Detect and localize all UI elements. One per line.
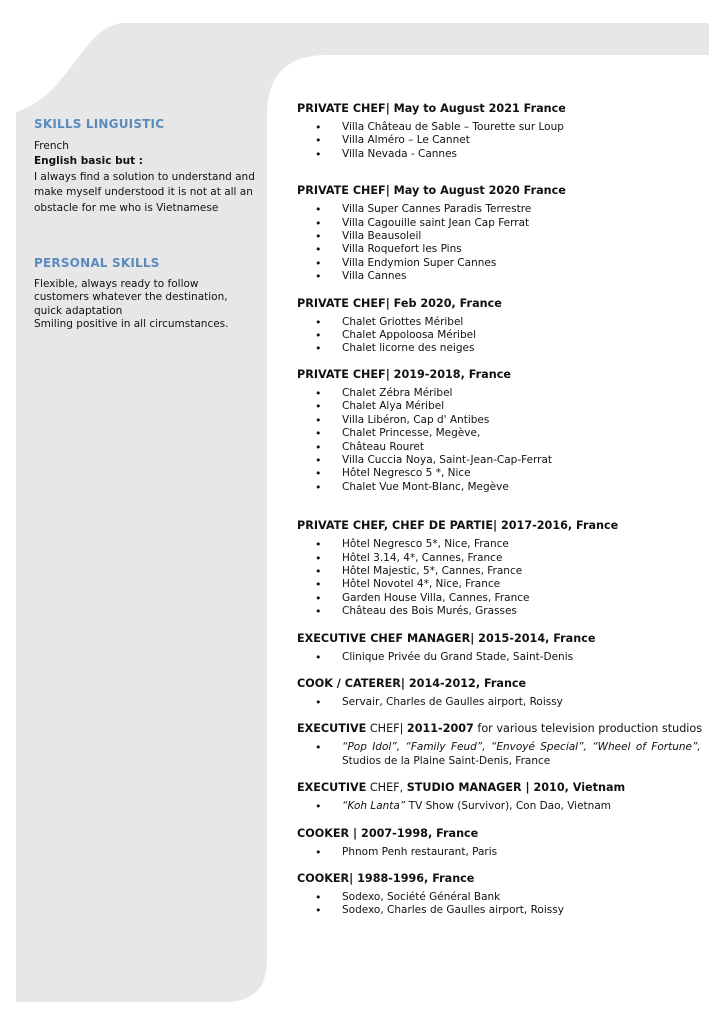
job-entry [297,631,709,664]
job-entry [297,721,709,768]
list-item: • Villa Château de Sable – Tourette sur Loup [297,121,709,134]
list-item: • Villa Beausoleil [297,230,709,243]
list-item: • Hôtel Novotel 4*, Nice, France [297,578,709,591]
job-entry [297,367,709,494]
job-title [297,721,709,737]
job-items [297,121,709,161]
list-item-text: TV Show (Survivor), Con Dao, Vietnam [405,800,611,813]
language-note: I always find a solution to understand and make myself understood it is not at all an obstacle for me who is Vietnamese [34,170,255,214]
job-title: PRIVATE CHEF| May to August 2021 France [297,102,566,115]
list-item: • Chalet Princesse, Megève, [297,427,709,440]
job-items [297,651,709,664]
job-title-part: 2011-2007 [406,722,474,736]
job-entry [297,780,709,813]
list-item: • Villa Cannes [297,270,709,283]
job-title: COOKER| 1988-1996, France [297,872,475,885]
job-title-part: CHEF| [366,722,407,736]
sidebar [34,117,266,332]
personal-skills-section [34,256,266,332]
list-item: • Chalet Alya Méribel [297,400,709,413]
job-entry [297,676,709,709]
list-item: • Chalet Appoloosa Méribel [297,329,709,342]
list-item: • Château des Bois Murés, Grasses [297,605,709,618]
job-title-part: EXECUTIVE [297,722,367,736]
list-item: • Sodexo, Charles de Gaulles airport, Roissy [297,904,709,917]
list-item [297,800,709,813]
list-item: • Villa Super Cannes Paradis Terrestre [297,203,709,216]
job-items [297,741,709,768]
list-item-italic: “Pop Idol”, “Family Feud”, “Envoyé Special”, “Wheel of Fortune”, [342,741,701,754]
job-entry [297,183,709,283]
job-title-part: EXECUTIVE [297,781,367,795]
language-french: French [34,139,69,152]
job-entry [297,871,709,918]
job-items [297,387,709,494]
list-item: • Villa Roquefort les Pins [297,243,709,256]
list-item: • Sodexo, Société Général Bank [297,891,709,904]
job-title: EXECUTIVE CHEF MANAGER| 2015-2014, France [297,631,596,645]
job-title: COOK / CATERER| 2014-2012, France [297,676,527,690]
job-items [297,203,709,283]
skills-linguistic-title: SKILLS LINGUISTIC [34,117,165,131]
list-item: • Chalet Zébra Méribel [297,387,709,400]
list-item: • Villa Cagouille saint Jean Cap Ferrat [297,217,709,230]
list-item: • Garden House Villa, Cannes, France [297,592,709,605]
job-items [297,316,709,356]
list-item: • Villa Cuccia Noya, Saint-Jean-Cap-Ferrat [297,454,709,467]
job-items [297,846,709,859]
personal-skills-text-2: Smiling positive in all circumstances. [34,318,229,330]
job-items [297,696,709,709]
list-item: • Villa Endymion Super Cannes [297,257,709,270]
list-item: • Château Rouret [297,441,709,454]
job-title-part: for various television production studios [473,722,703,736]
list-item: • Phnom Penh restaurant, Paris [297,846,709,859]
job-title: PRIVATE CHEF, CHEF DE PARTIE| 2017-2016, France [297,519,619,533]
list-item: • Villa Libéron, Cap d' Antibes [297,414,709,427]
job-items [297,800,709,813]
list-item: • Clinique Privée du Grand Stade, Saint-Denis [297,651,709,664]
job-entry [297,101,709,161]
job-items [297,891,709,918]
list-item: • Hôtel Majestic, 5*, Cannes, France [297,565,709,578]
job-entry [297,826,709,859]
job-items [297,538,709,618]
list-item: • Chalet Griottes Méribel [297,316,709,329]
list-item [297,741,709,768]
job-title: PRIVATE CHEF| 2019-2018, France [297,367,511,381]
personal-skills-title: PERSONAL SKILLS [34,256,160,270]
list-item: • Chalet licorne des neiges [297,342,709,355]
experience-list [297,101,709,918]
job-entry [297,518,709,618]
list-item: • Villa Nevada - Cannes [297,148,709,161]
list-item-text: Studios de la Plaine Saint-Denis, France [342,754,551,767]
job-title: COOKER | 2007-1998, France [297,826,479,840]
language-english: English basic but : [34,155,143,167]
job-entry [297,296,709,356]
list-item: • Chalet Vue Mont-Blanc, Megève [297,481,709,494]
personal-skills-text: Flexible, always ready to follow customers whatever the destination, quick adaptation [34,277,228,317]
job-title: PRIVATE CHEF| Feb 2020, France [297,296,502,310]
job-title-part: CHEF, [366,781,407,795]
list-item: • Hôtel Negresco 5*, Nice, France [297,538,709,551]
list-item: • Servair, Charles de Gaulles airport, Roissy [297,696,709,709]
list-item: • Hôtel 3.14, 4*, Cannes, France [297,552,709,565]
list-item: • Hôtel Negresco 5 *, Nice [297,467,709,480]
list-item: • Villa Alméro – Le Cannet [297,134,709,147]
skills-linguistic-section [34,117,266,216]
job-title-part: STUDIO MANAGER | 2010, Vietnam [406,781,626,795]
list-item-italic: “Koh Lanta” [342,800,406,813]
job-title [297,780,709,796]
job-title: PRIVATE CHEF| May to August 2020 France [297,184,566,198]
